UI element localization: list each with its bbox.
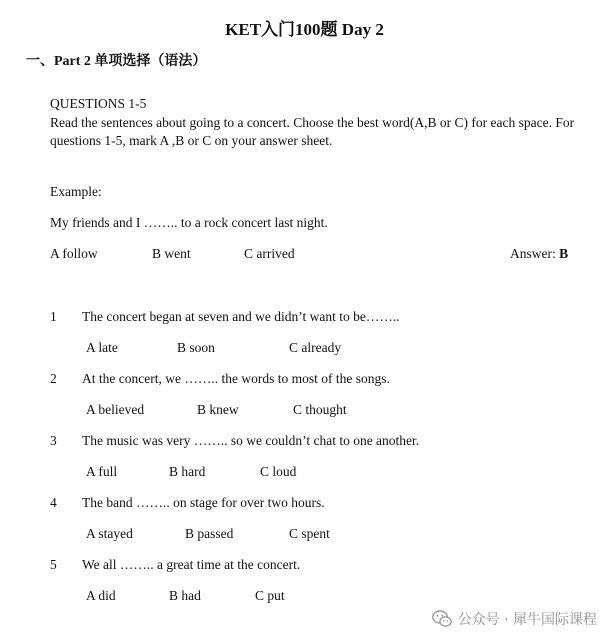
question-text-2: At the concert, we …….. the words to most of the songs. xyxy=(82,371,390,386)
answer-label: Answer: xyxy=(510,246,560,261)
question-3-option-b: B hard xyxy=(169,464,206,479)
example-sentence: My friends and I …….. to a rock concert last night. xyxy=(50,215,328,230)
example-option-b: B went xyxy=(152,246,191,261)
example-option-a: A follow xyxy=(50,246,98,261)
question-5-option-a: A did xyxy=(86,588,116,603)
question-4-option-a: A stayed xyxy=(86,526,133,541)
example-answer xyxy=(510,246,568,262)
question-number-3: 3 xyxy=(50,433,57,448)
question-number-5: 5 xyxy=(50,557,57,572)
question-3-option-a: A full xyxy=(86,464,118,479)
questions-header: QUESTIONS 1-5 xyxy=(50,96,147,111)
question-text-4: The band …….. on stage for over two hours. xyxy=(82,495,325,510)
question-5-option-c: C put xyxy=(255,588,285,603)
question-number-4: 4 xyxy=(50,495,57,510)
question-text-1: The concert began at seven and we didn’t want to be…….. xyxy=(82,309,400,324)
question-number-2: 2 xyxy=(50,371,57,386)
question-2-option-a: A believed xyxy=(86,402,145,417)
example-label: Example: xyxy=(50,184,102,199)
question-text-3: The music was very …….. so we couldn’t chat to one another. xyxy=(82,433,420,448)
question-number-1: 1 xyxy=(50,309,57,324)
question-1-option-c: C already xyxy=(289,340,342,355)
watermark-text: 公众号 · 犀牛国际课程 xyxy=(457,612,597,628)
question-1-option-b: B soon xyxy=(177,340,215,355)
question-2-option-c: C thought xyxy=(293,402,347,417)
question-3-option-c: C loud xyxy=(260,464,297,479)
section-heading: 一、Part 2 单项选择（语法） xyxy=(26,54,207,69)
question-5-option-b: B had xyxy=(169,588,201,603)
question-text-5: We all …….. a great time at the concert. xyxy=(82,557,301,572)
watermark xyxy=(432,609,597,629)
question-4-option-c: C spent xyxy=(289,526,330,541)
page-title: KET入门100题 Day 2 xyxy=(225,20,384,39)
wechat-icon xyxy=(432,610,452,628)
instructions-line-2: questions 1-5, mark A ,B or C on your answer sheet. xyxy=(50,133,333,148)
question-1-option-a: A late xyxy=(86,340,118,355)
question-2-option-b: B knew xyxy=(197,402,239,417)
answer-value: B xyxy=(559,246,569,261)
instructions-line-1: Read the sentences about going to a concert. Choose the best word(A,B or C) for each space. For xyxy=(50,115,575,130)
example-option-c: C arrived xyxy=(244,246,295,261)
question-4-option-b: B passed xyxy=(185,526,234,541)
